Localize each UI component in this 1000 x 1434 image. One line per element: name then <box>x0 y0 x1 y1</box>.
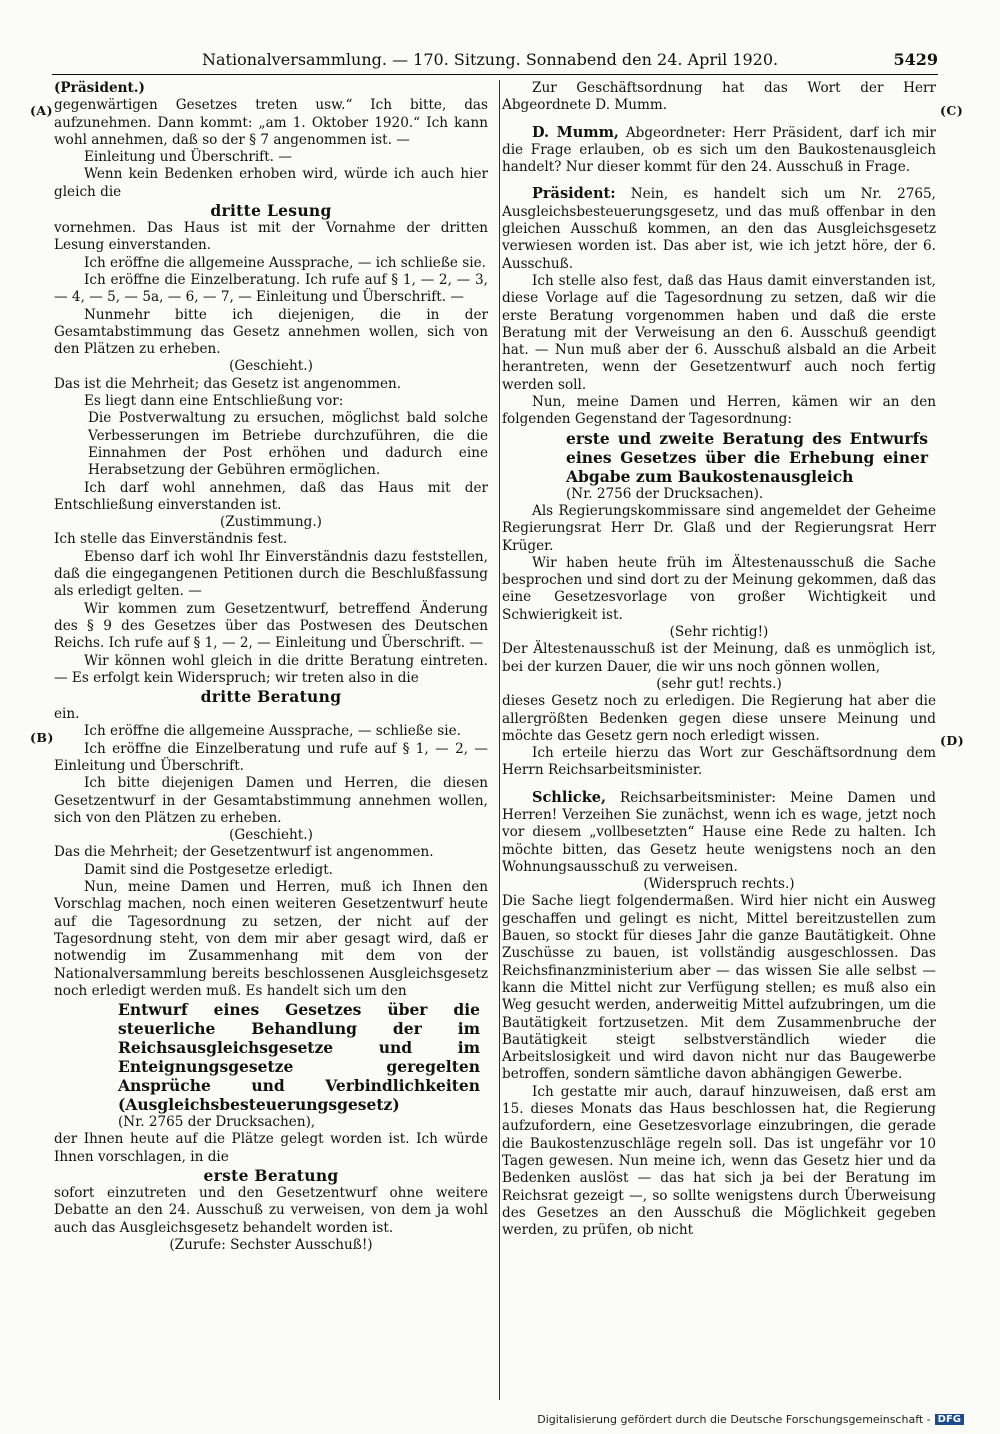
paragraph: Das die Mehrheit; der Gesetzentwurf ist angenommen. <box>54 844 434 861</box>
paragraph: Ich bitte diejenigen Damen und Herren, die diesen Gesetzentwurf in der Gesamtabstimmung annehmen wollen, sich von den Plätzen zu erheben. <box>54 775 488 826</box>
interjection: (Sehr richtig!) <box>669 624 769 641</box>
speaker-name: Präsident: <box>532 185 616 203</box>
paragraph: Der Ältestenausschuß ist der Meinung, daß es unmöglich ist, bei der kurzen Dauer, die wir uns noch gönnen wollen, <box>502 641 936 675</box>
interjection: (Zurufe: Sechster Ausschuß!) <box>169 1236 373 1253</box>
margin-label-d: (D) <box>940 733 965 748</box>
interjection: (Zustimmung.) <box>220 514 322 531</box>
paragraph: Ich eröffne die allgemeine Aussprache, — ich schließe sie. <box>84 254 486 271</box>
right-column <box>502 80 936 1400</box>
paragraph: Ich eröffne die Einzelberatung und rufe auf § 1, — 2, — Einleitung und Überschrift. <box>54 740 488 774</box>
footer-credit <box>537 1413 964 1426</box>
dfg-logo-icon: DFG <box>935 1414 964 1425</box>
speaker-name: D. Mumm, <box>532 123 619 141</box>
paragraph: Ebenso darf ich wohl Ihr Einverständnis dazu feststellen, daß die eingegangenen Petitionen durch die Beschlußfassung als erledigt gelten. — <box>54 548 488 600</box>
footer-text: Digitalisierung gefördert durch die Deutsche Forschungsgemeinschaft - <box>537 1413 931 1426</box>
interjection: (Geschieht.) <box>229 827 313 844</box>
section-heading: erste Beratung <box>203 1166 339 1186</box>
page-header <box>52 48 938 75</box>
paragraph: Als Regierungskommissare sind angemeldet der Geheime Regierungsrat Herr Dr. Glaß und der Regierungsrat Herr Krüger. <box>502 502 936 554</box>
paragraph: vornehmen. Das Haus ist mit der Vornahme der dritten Lesung einverstanden. <box>54 220 488 254</box>
speaker-role: Abgeordneter: <box>625 124 726 141</box>
paragraph: Ich stelle also fest, daß das Haus damit einverstanden ist, diese Vorlage auf die Tagesordnung zu setzen, daß wir die erste Beratung vorgenommen haben und daß die erste Beratung mit der Verweisung an den 6. Ausschuß geendigt hat. — Nun muß aber der 6. Ausschuß alsbald an die Arbeit herantreten, wenn der Gesetzentwurf auch noch fertig werden soll. <box>502 272 936 393</box>
paragraph: Damit sind die Postgesetze erledigt. <box>84 861 333 878</box>
interjection: (sehr gut! rechts.) <box>656 675 782 692</box>
speech-text: Nein, es handelt sich um Nr. 2765, Ausgleichsbesteuerungsgesetz, und das muß offenbar in den gleichen Ausschuß kommen, an den das Ausgleichsgesetz verwiesen worden ist. Das aber ist, wie ich jetzt höre, der 6. Ausschuß. <box>502 186 936 272</box>
header-title: Nationalversammlung. — 170. Sitzung. Sonnabend den 24. April 1920. <box>202 50 779 69</box>
bill-title: Entwurf eines Gesetzes über die steuerliche Behandlung der im Reichsausgleichsgesetze und im Enteignungsgesetze geregelten Ansprüche und Verbindlichkeiten (Ausgleichsbesteuerungsgesetz) <box>118 1000 480 1115</box>
paragraph: gegenwärtigen Gesetzes treten usw.“ Ich bitte, das aufzunehmen. Dann kommt: „am 1. Oktober 1920.“ Ich kann wohl annehmen, daß so der § 7 angenommen ist. — <box>54 97 488 148</box>
speech-president <box>502 185 936 272</box>
paragraph: Zur Geschäftsordnung hat das Wort der Herr Abgeordnete D. Mumm. <box>502 80 936 114</box>
margin-label-c: (C) <box>940 103 964 118</box>
margin-label-a: (A) <box>30 103 54 118</box>
paragraph: Ich stelle das Einverständnis fest. <box>54 531 288 548</box>
interjection: (Geschieht.) <box>229 358 313 375</box>
paragraph: Wir haben heute früh im Ältestenausschuß die Sache besprochen und sind dort zu der Meinung gekommen, daß das eine Gesetzesvorlage von großer Wichtigkeit und Schwierigkeit ist. <box>502 554 936 623</box>
margin-label-b: (B) <box>30 730 54 745</box>
paragraph: der Ihnen heute auf die Plätze gelegt worden ist. Ich würde Ihnen vorschlagen, in die <box>54 1131 488 1165</box>
paragraph: Wir kommen zum Gesetzentwurf, betreffend Änderung des § 9 des Gesetzes über das Postwesen des Deutschen Reichs. Ich rufe auf § 1, — 2, — Einleitung und Überschrift. — <box>54 600 488 652</box>
paragraph: Es liegt dann eine Entschließung vor: <box>84 393 344 410</box>
speaker-name: Schlicke, <box>532 788 607 806</box>
bill-note: (Nr. 2765 der Drucksachen), <box>118 1114 316 1131</box>
paragraph: Wenn kein Bedenken erhoben wird, würde ich auch hier gleich die <box>54 166 488 200</box>
speaker-tag: (Präsident.) <box>54 80 145 96</box>
paragraph: Nunmehr bitte ich diejenigen, die in der Gesamtabstimmung das Gesetz annehmen wollen, sich von den Plätzen zu erheben. <box>54 306 488 358</box>
bill-title: erste und zweite Beratung des Entwurfs eines Gesetzes über die Erhebung einer Abgabe zum Baukostenausgleich <box>566 428 928 486</box>
paragraph: Ich eröffne die allgemeine Aussprache, — schließe sie. <box>84 723 461 740</box>
paragraph: sofort einzutreten und den Gesetzentwurf ohne weitere Debatte an den 24. Ausschuß zu verweisen, von dem ja wohl auch das Ausgleichsgesetz behandelt worden ist. <box>54 1185 488 1236</box>
speech-text: Herr Präsident, darf ich mir die Frage erlauben, ob es sich um den Baukostenausgleich handelt? Nur dieser kommt für den 24. Ausschuß in Frage. <box>502 124 936 176</box>
paragraph: Die Sache liegt folgendermaßen. Wird hier nicht ein Ausweg geschaffen und gelingt es nicht, Mittel bereitzustellen zum Bauen, so stockt für dieses Jahr die ganze Bautätigkeit. Ohne Zuschüsse zu bauen, ist vollständig ausgeschlossen. Das Reichsfinanzministerium aber — das wissen Sie alle selbst — kann die Mittel nicht zur Verfügung stellen; es muß also ein Weg gesucht werden, anderweitig Mittel aufzubringen, um die Bautätigkeit fortzusetzen. Mit dem Zusammenbruche der Bautätigkeit steigt selbstverständlich wieder die Arbeitslosigkeit und wird davon nicht nur das Baugewerbe betroffen, sondern sämtliche davon abhängigen Gewerbe. <box>502 893 936 1083</box>
paragraph: Ich darf wohl annehmen, daß das Haus mit der Entschließung einverstanden ist. <box>54 479 488 513</box>
paragraph: dieses Gesetz noch zu erledigen. Die Regierung hat aber die allergrößten Bedenken gegen diese unsere Meinung und möchte das Gesetz gern noch erledigt wissen. <box>502 693 936 744</box>
paragraph: Ich eröffne die Einzelberatung. Ich rufe auf § 1, — 2, — 3, — 4, — 5, — 5a, — 6, — 7, — Einleitung und Überschrift. — <box>54 271 488 306</box>
section-heading: dritte Beratung <box>200 687 342 707</box>
interjection: (Widerspruch rechts.) <box>643 876 795 893</box>
paragraph: Einleitung und Überschrift. — <box>84 149 292 166</box>
column-divider <box>499 80 500 1400</box>
page-number: 5429 <box>893 50 938 69</box>
paragraph: Ich gestatte mir auch, darauf hinzuweisen, daß erst am 15. dieses Monats das Haus beschlossen hat, die Regierung aufzufordern, eine Gesetzesvorlage einzubringen, die gerade die Baukostenzuschläge regeln soll. Das ist ungefähr vor 10 Tagen gewesen. Nun meine ich, wenn das Gesetz hier und da Bedenken auslöst — das hat sich ja bei der Beratung im Reichsrat gezeigt —, so sollte wenigstens durch Überweisung des Gesetzes an den Ausschuß die Möglichkeit gegeben werden, zu prüfen, ob nicht <box>502 1083 936 1239</box>
paragraph: Ich erteile hierzu das Wort zur Geschäftsordnung dem Herrn Reichsarbeitsminister. <box>502 745 936 779</box>
speech-schlicke <box>502 789 936 876</box>
paragraph: Nun, meine Damen und Herren, muß ich Ihnen den Vorschlag machen, noch einen weiteren Gesetzentwurf heute auf die Tagesordnung zu setzen, der nicht auf der Tagesordnung steht, von dem mir aber gesagt wird, daß er notwendig im Zusammenhang mit dem von der Nationalversammlung bereits beschlossenen Ausgleichsgesetz noch erledigt werden muß. Es handelt sich um den <box>54 879 488 999</box>
speaker-role: Reichsarbeitsminister: <box>620 789 777 806</box>
bill-note: (Nr. 2756 der Drucksachen). <box>566 485 764 502</box>
paragraph: Nun, meine Damen und Herren, kämen wir an den folgenden Gegenstand der Tagesordnung: <box>502 394 936 428</box>
left-column <box>54 80 488 1400</box>
paragraph: Wir können wohl gleich in die dritte Beratung eintreten. — Es erfolgt kein Widerspruch; wir treten also in die <box>54 652 488 686</box>
paragraph: Das ist die Mehrheit; das Gesetz ist angenommen. <box>54 375 402 392</box>
speech-text: Meine Damen und Herren! Verzeihen Sie zunächst, wenn ich es wage, jetzt noch vor diesem „vollbesetzten“ Hause eine Rede zu halten. Ich möchte bitten, das Gesetz heute wenigstens noch an den Wohnungsausschuß zu verweisen. <box>502 789 936 875</box>
paragraph: ein. <box>54 706 80 723</box>
section-heading: dritte Lesung <box>210 201 332 221</box>
speech-mumm <box>502 124 936 177</box>
motion-text: Die Postverwaltung zu ersuchen, möglichst bald solche Verbesserungen im Betriebe durchzuführen, die die Einnahmen der Post erhöhen und dadurch eine Herabsetzung der Gebühren ermöglichen. <box>88 410 488 479</box>
